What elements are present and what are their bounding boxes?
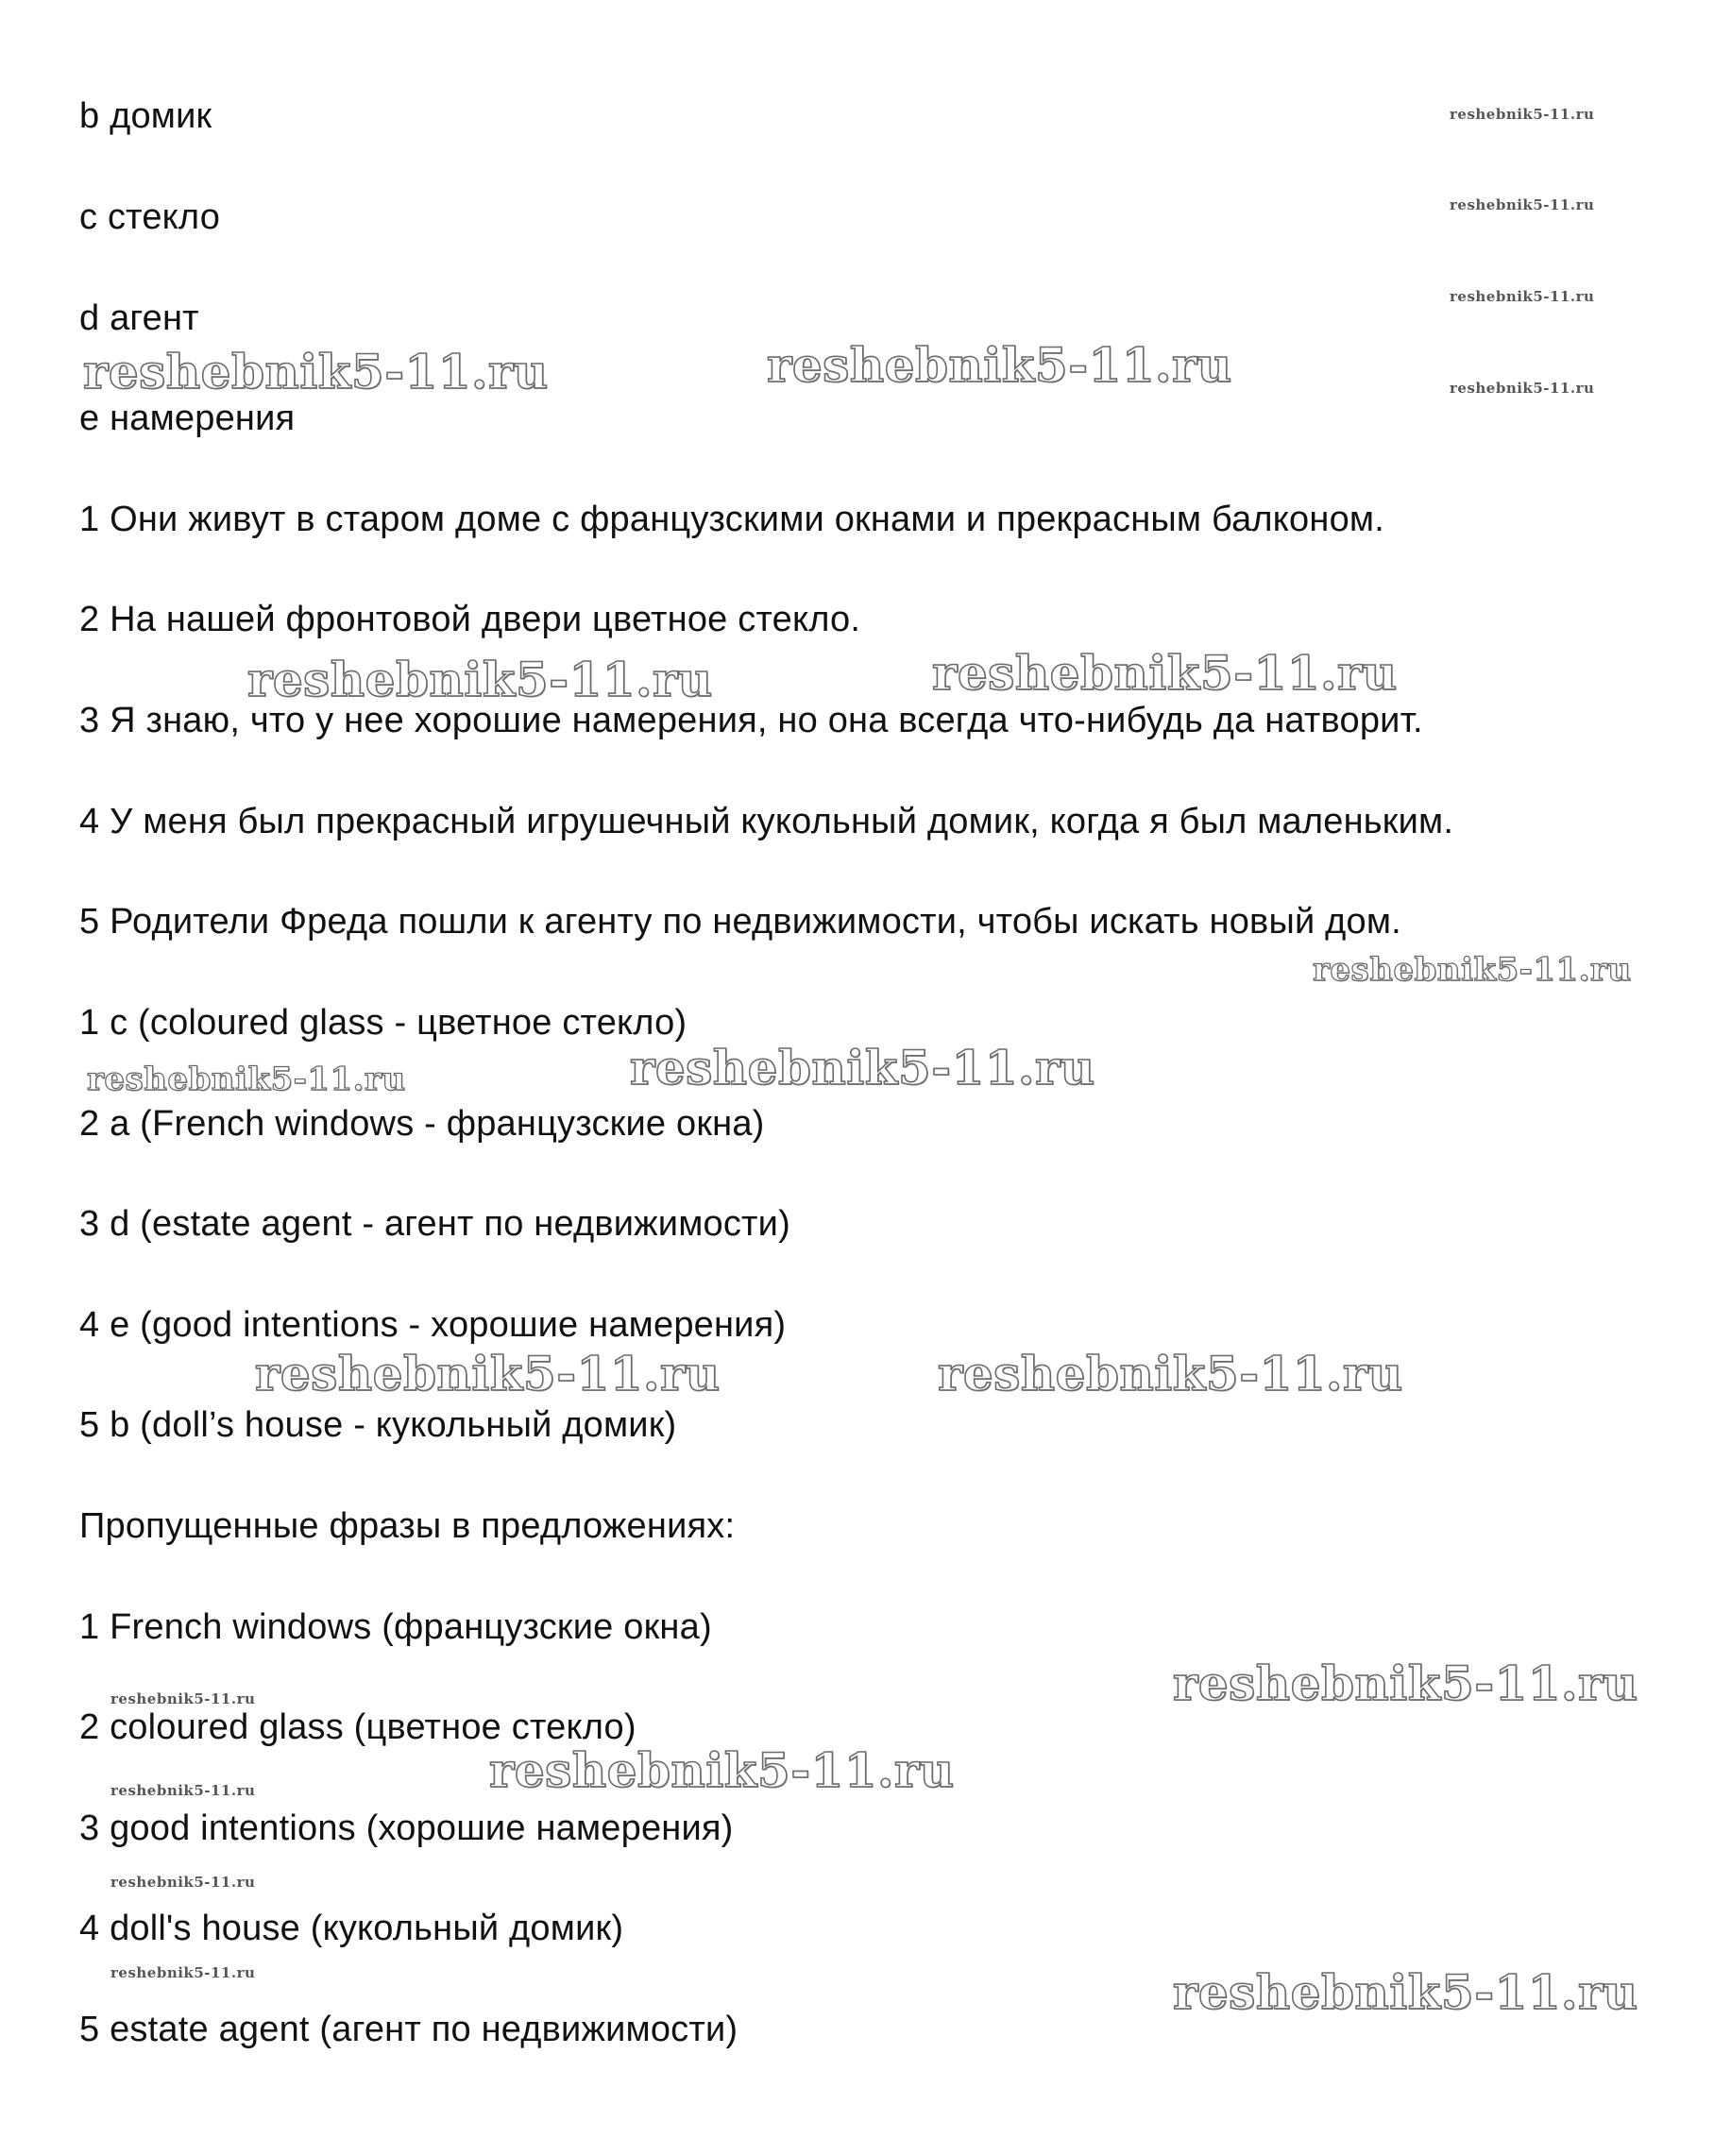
watermark: reshebnik5-11.ru [1173,1655,1638,1711]
text-line: b домик [79,96,212,136]
watermark: reshebnik5-11.ru [110,1964,256,1981]
text-line: 2 a (French windows - французские окна) [79,1104,765,1144]
text-line: 3 good intentions (хорошие намерения) [79,1808,734,1848]
watermark: reshebnik5-11.ru [110,1874,256,1891]
text-line: 4 e (good intentions - хорошие намерения) [79,1305,787,1345]
text-line: 1 c (coloured glass - цветное стекло) [79,1003,687,1043]
watermark: reshebnik5-11.ru [932,645,1398,701]
watermark: reshebnik5-11.ru [938,1346,1403,1401]
text-line: 5 estate agent (агент по недвижимости) [79,2010,738,2049]
watermark: reshebnik5-11.ru [110,1782,256,1799]
text-line: 2 coloured glass (цветное стекло) [79,1707,636,1747]
text-line: 1 French windows (французские окна) [79,1607,712,1647]
watermark: reshebnik5-11.ru [489,1742,955,1798]
watermark: reshebnik5-11.ru [247,652,713,707]
text-line: c стекло [79,197,221,237]
watermark: reshebnik5-11.ru [1450,380,1595,397]
text-line: 3 Я знаю, что у нее хорошие намерения, но она всегда что-нибудь да натворит. [79,701,1423,740]
watermark: reshebnik5-11.ru [1450,288,1595,305]
text-line: d агент [79,298,199,338]
watermark: reshebnik5-11.ru [767,337,1232,393]
watermark: reshebnik5-11.ru [255,1346,721,1401]
text-line: 2 На нашей фронтовой двери цветное стекло. [79,600,861,639]
text-line: 5 b (doll’s house - кукольный домик) [79,1405,677,1445]
watermark: reshebnik5-11.ru [1450,196,1595,213]
watermark: reshebnik5-11.ru [630,1040,1095,1095]
text-line: 5 Родители Фреда пошли к агенту по недвижимости, чтобы искать новый дом. [79,902,1401,942]
watermark: reshebnik5-11.ru [83,344,549,399]
text-line: Пропущенные фразы в предложениях: [79,1506,736,1546]
text-line: 4 У меня был прекрасный игрушечный кукольный домик, когда я был маленьким. [79,802,1454,841]
watermark: reshebnik5-11.ru [110,1690,256,1707]
watermark: reshebnik5-11.ru [87,1061,406,1098]
text-line: 4 doll's house (кукольный домик) [79,1909,624,1948]
text-line: 1 Они живут в старом доме с французскими окнами и прекрасным балконом. [79,500,1384,539]
text-line: 3 d (estate agent - агент по недвижимости) [79,1204,790,1244]
watermark: reshebnik5-11.ru [1450,106,1595,123]
watermark: reshebnik5-11.ru [1313,951,1632,989]
text-line: e намерения [79,399,296,438]
watermark: reshebnik5-11.ru [1173,1964,1638,2020]
